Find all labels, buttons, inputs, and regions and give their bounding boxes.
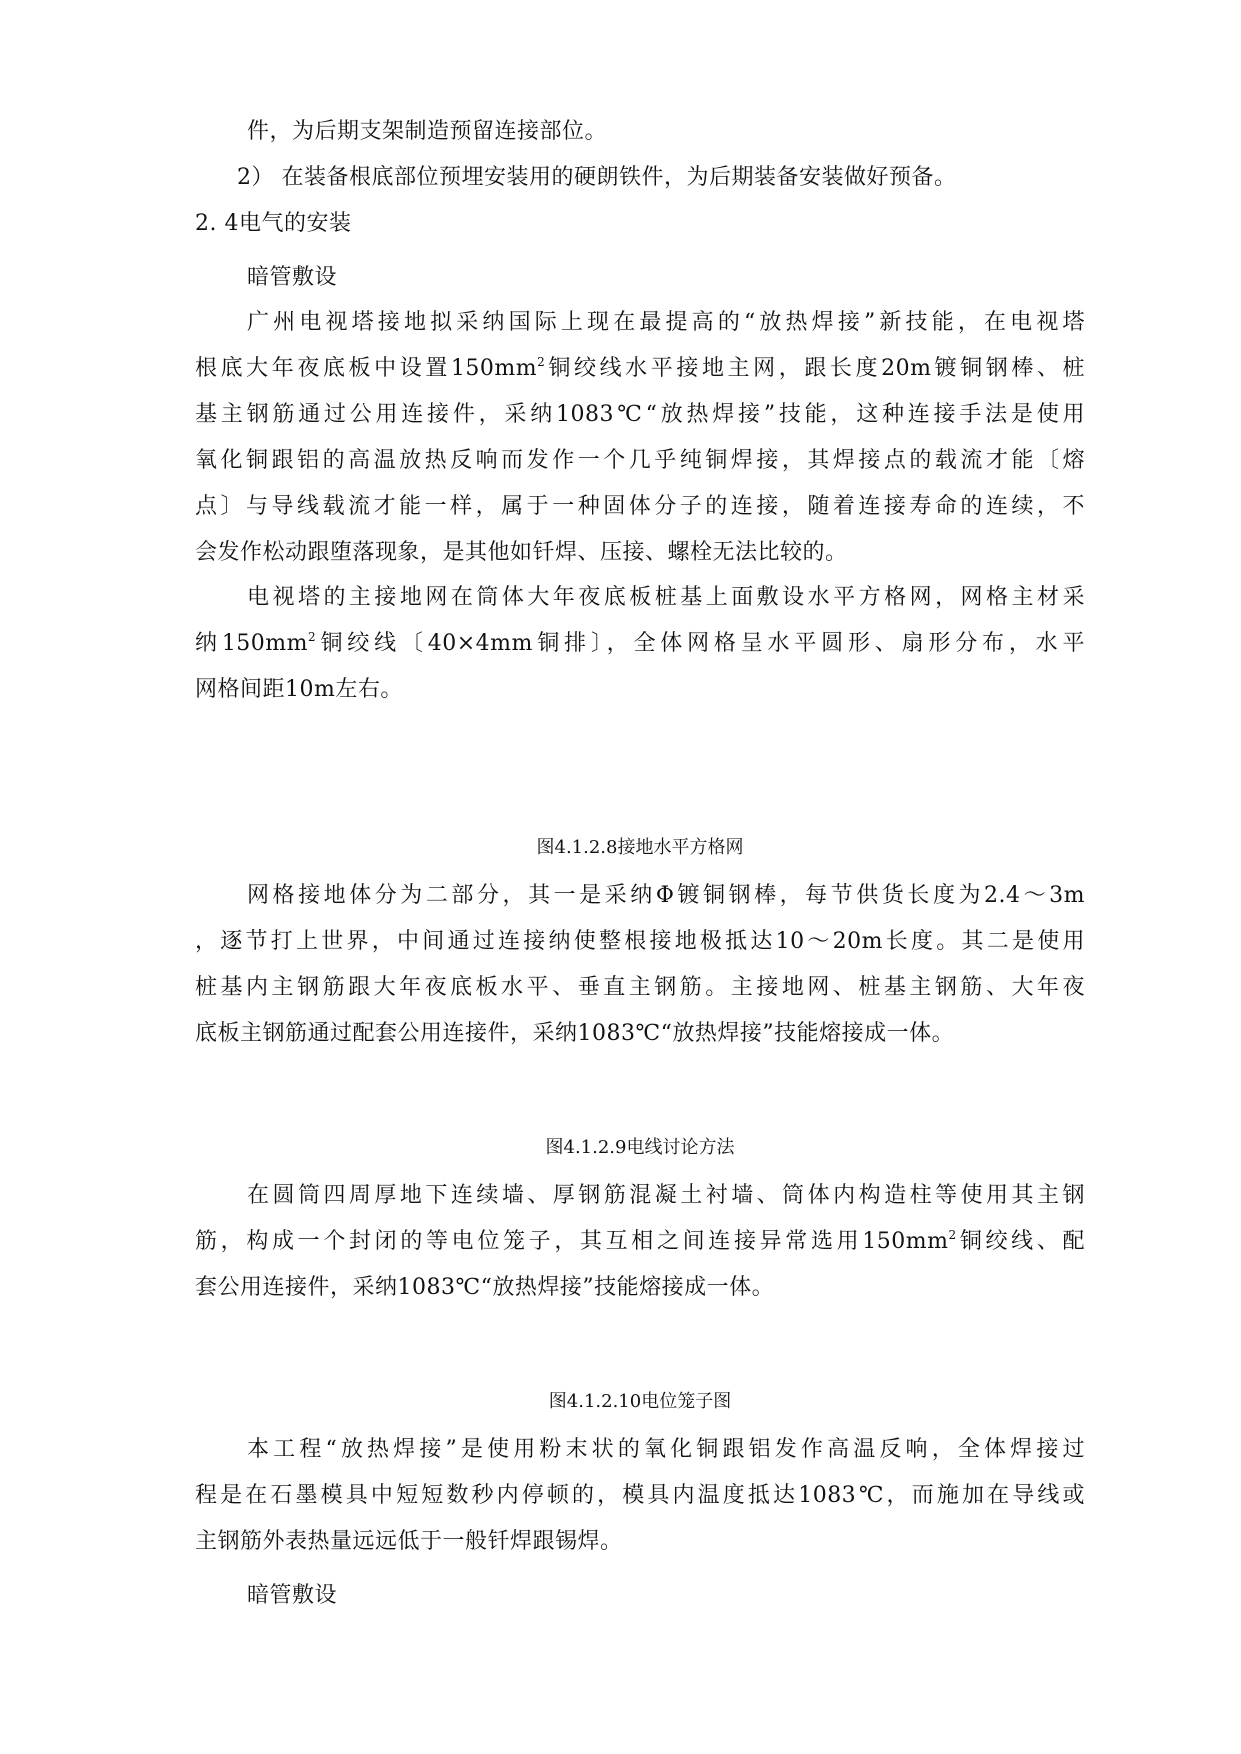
paragraph5-line1: 本工程“放热焊接”是使用粉末状的氧化铜跟铝发作高温反响，全体焊接过 [247,1437,1085,1462]
p1-l2-text-b: 铜绞线水平接地主网，跟长度20m镀铜钢棒、桩 [545,356,1085,381]
paragraph1-line2 [195,354,1085,384]
p2-l2-superscript: 2 [308,630,317,644]
paragraph2-line3: 网格间距10m左右。 [195,677,403,702]
p1-l2-superscript: 2 [537,355,546,369]
p4-l2-text-b: 铜绞线、配 [956,1229,1085,1254]
paragraph5-line3: 主钢筋外表热量远远低于一般钎焊跟锡焊。 [195,1529,623,1554]
p4-l2-superscript: 2 [948,1228,957,1242]
figure-caption-cage: 图4.1.2.10电位笼子图 [548,1391,732,1412]
paragraph1-line1: 广州电视塔接地拟采纳国际上现在最提高的“放热焊接”新技能，在电视塔 [247,310,1085,335]
section-heading: 2. 4电气的安装 [195,211,352,236]
paragraph2-line2 [195,629,1085,659]
paragraph1-line4: 氧化铜跟铝的高温放热反响而发作一个几乎纯铜焊接，其焊接点的载流才能〔熔 [195,448,1085,473]
figure-caption-wire: 图4.1.2.9电线讨论方法 [545,1137,735,1158]
paragraph3-line1: 网格接地体分为二部分，其一是采纳Φ镀铜钢棒，每节供货长度为2.4～3m [247,883,1085,908]
list-item-2: 2） 在装备根底部位预埋安装用的硬朗铁件，为后期装备安装做好预备。 [237,165,957,190]
paragraph1-line5: 点〕与导线载流才能一样，属于一种固体分子的连接，随着连接寿命的连续，不 [195,494,1085,519]
intro-line-1: 件，为后期支架制造预留连接部位。 [247,119,608,144]
paragraph5-line2: 程是在石墨模具中短短数秒内停顿的，模具内温度抵达1083℃，而施加在导线或 [195,1483,1085,1508]
p4-l2-text-a: 筋，构成一个封闭的等电位笼子，其互相之间连接异常选用150mm [195,1229,949,1254]
figure-caption-grid: 图4.1.2.8接地水平方格网 [536,837,744,858]
p2-l2-text-a: 纳150mm [195,631,309,656]
paragraph1-line3: 基主钢筋通过公用连接件，采纳1083℃“放热焊接”技能，这种连接手法是使用 [195,402,1085,427]
paragraph3-line4: 底板主钢筋通过配套公用连接件，采纳1083℃“放热焊接”技能熔接成一体。 [195,1021,955,1046]
paragraph3-line2: ，逐节打上世界，中间通过连接纳使整根接地极抵达10～20m长度。其二是使用 [195,929,1085,954]
paragraph2-line1: 电视塔的主接地网在筒体大年夜底板桩基上面敷设水平方格网，网格主材采 [247,585,1085,610]
subheading-concealed-conduit: 暗管敷设 [247,265,338,290]
p1-l2-text-a: 根底大年夜底板中设置150mm [195,356,538,381]
paragraph3-line3: 桩基内主钢筋跟大年夜底板水平、垂直主钢筋。主接地网、桩基主钢筋、大年夜 [195,975,1085,1000]
paragraph4-line2 [195,1227,1085,1257]
paragraph1-line6: 会发作松动跟堕落现象，是其他如钎焊、压接、螺栓无法比较的。 [195,540,848,565]
paragraph4-line1: 在圆筒四周厚地下连续墙、厚钢筋混凝土衬墙、筒体内构造柱等使用其主钢 [247,1183,1085,1208]
subheading-concealed-conduit-2: 暗管敷设 [247,1583,338,1608]
p2-l2-text-b: 铜绞线〔40×4mm铜排〕，全体网格呈水平圆形、扇形分布，水平 [316,631,1085,656]
paragraph4-line3: 套公用连接件，采纳1083℃“放热焊接”技能熔接成一体。 [195,1275,775,1300]
